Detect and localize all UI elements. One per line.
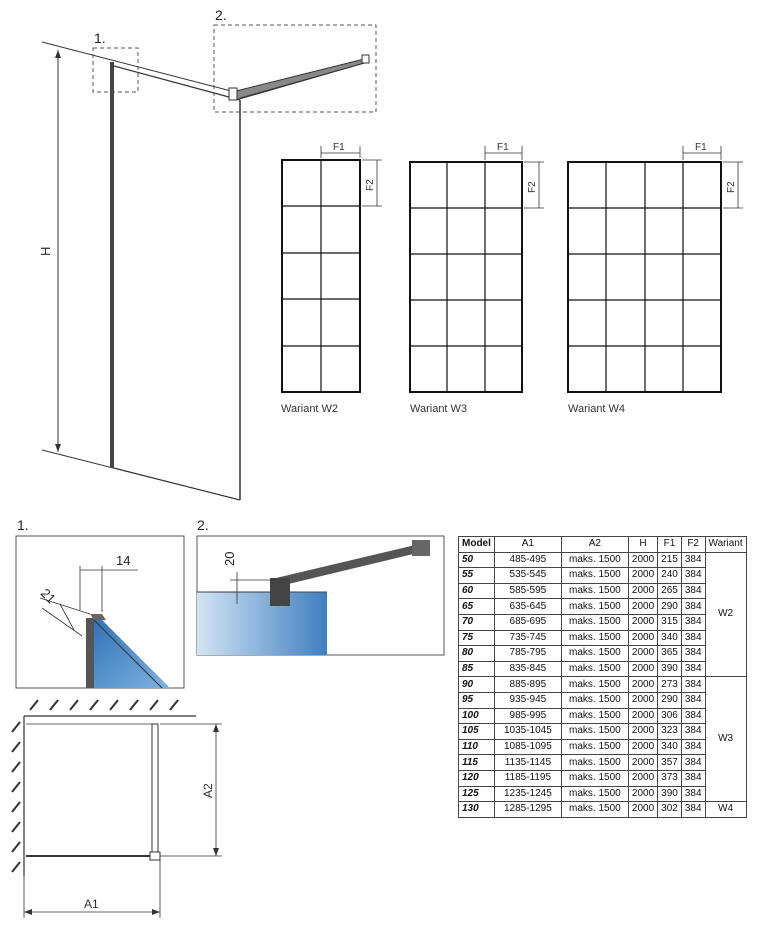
table-cell: 2000 [628,802,657,818]
header-h: H [628,537,657,553]
table-cell: 384 [681,614,705,630]
table-row [459,661,747,677]
table-cell: 2000 [628,770,657,786]
table-cell: 384 [681,770,705,786]
detail-1-drawing [16,536,184,688]
variant-w3-label: Wariant W3 [410,403,468,415]
table-cell: 60 [459,583,495,599]
table-row [459,568,747,584]
table-cell: maks. 1500 [561,692,628,708]
table-row [459,614,747,630]
dim-F1-w4: F1 [695,142,707,153]
table-row [459,770,747,786]
table-cell: 585-595 [494,583,561,599]
table-cell: 1035-1045 [494,724,561,740]
callout-1-top: 1. [94,30,106,46]
dim-F2-w4: F2 [726,181,737,193]
dim-F1-w3: F1 [497,142,509,153]
table-cell: 2000 [628,599,657,615]
table-cell: 315 [658,614,682,630]
table-cell: 384 [681,599,705,615]
table-cell: 306 [658,708,682,724]
table-cell: 384 [681,661,705,677]
table-cell: 635-645 [494,599,561,615]
table-cell: 384 [681,552,705,568]
table-cell: 357 [658,755,682,771]
table-cell: 390 [658,786,682,802]
table-cell: 302 [658,802,682,818]
table-row [459,552,747,568]
table-cell: maks. 1500 [561,552,628,568]
table-cell: 2000 [628,630,657,646]
table-cell: 785-795 [494,646,561,662]
table-row [459,739,747,755]
table-cell: 2000 [628,583,657,599]
table-cell: 100 [459,708,495,724]
header-wariant: Wariant [705,537,746,553]
top-view-drawing [12,700,222,918]
table-cell: maks. 1500 [561,802,628,818]
table-cell: 323 [658,724,682,740]
table-cell: 685-695 [494,614,561,630]
spec-table [458,536,747,818]
table-cell: 70 [459,614,495,630]
variant-w4-label: Wariant W4 [568,403,626,415]
table-cell: maks. 1500 [561,630,628,646]
table-row [459,630,747,646]
dim-H-label: H [38,246,53,256]
table-cell: 120 [459,770,495,786]
table-row [459,708,747,724]
table-cell: 90 [459,677,495,693]
table-cell: 2000 [628,614,657,630]
table-row [459,646,747,662]
table-cell: 75 [459,630,495,646]
table-cell: 340 [658,739,682,755]
table-cell: 373 [658,770,682,786]
table-cell: maks. 1500 [561,786,628,802]
table-row [459,802,747,818]
table-cell: 290 [658,692,682,708]
variant-group-cell: W4 [705,802,746,818]
table-row [459,583,747,599]
table-cell: maks. 1500 [561,755,628,771]
table-cell: maks. 1500 [561,568,628,584]
table-cell: maks. 1500 [561,661,628,677]
header-model: Model [459,537,495,553]
table-cell: 55 [459,568,495,584]
table-cell: 384 [681,583,705,599]
callout-1-detail: 1. [17,517,29,533]
callout-2-detail: 2. [197,517,209,533]
table-cell: 384 [681,739,705,755]
table-cell: 384 [681,708,705,724]
table-cell: 384 [681,646,705,662]
table-cell: 95 [459,692,495,708]
table-cell: 105 [459,724,495,740]
table-cell: 1085-1095 [494,739,561,755]
table-row [459,599,747,615]
header-f1: F1 [658,537,682,553]
dim-21-label: 21 [37,585,59,607]
table-cell: 2000 [628,739,657,755]
table-cell: 2000 [628,646,657,662]
table-cell: 885-895 [494,677,561,693]
table-row [459,786,747,802]
table-cell: 110 [459,739,495,755]
table-cell: 384 [681,802,705,818]
variant-group-cell: W3 [705,677,746,802]
table-cell: 115 [459,755,495,771]
table-cell: 125 [459,786,495,802]
table-cell: maks. 1500 [561,677,628,693]
table-cell: 2000 [628,552,657,568]
variant-w3-grid [410,146,544,392]
table-cell: maks. 1500 [561,739,628,755]
table-cell: 935-945 [494,692,561,708]
table-cell: 265 [658,583,682,599]
header-a1: A1 [494,537,561,553]
table-cell: 1285-1295 [494,802,561,818]
table-cell: 50 [459,552,495,568]
dim-20-label: 20 [222,551,237,566]
table-cell: maks. 1500 [561,614,628,630]
table-cell: 65 [459,599,495,615]
dim-F2-w3: F2 [527,181,538,193]
table-row [459,692,747,708]
table-cell: 384 [681,755,705,771]
table-cell: 384 [681,786,705,802]
table-cell: maks. 1500 [561,583,628,599]
table-cell: 985-995 [494,708,561,724]
table-cell: 384 [681,692,705,708]
table-cell: maks. 1500 [561,708,628,724]
table-cell: 215 [658,552,682,568]
table-cell: maks. 1500 [561,770,628,786]
table-cell: 2000 [628,708,657,724]
table-cell: 240 [658,568,682,584]
table-cell: 2000 [628,755,657,771]
variant-w4-grid [568,146,743,392]
table-cell: 1235-1245 [494,786,561,802]
dim-A1-label: A1 [84,897,99,911]
table-cell: maks. 1500 [561,599,628,615]
header-a2: A2 [561,537,628,553]
table-cell: 1135-1145 [494,755,561,771]
dim-14-label: 14 [116,553,131,568]
dim-F1-w2: F1 [333,142,345,153]
variant-group-cell: W2 [705,552,746,677]
table-cell: 85 [459,661,495,677]
dim-F2-w2: F2 [365,179,376,191]
table-cell: maks. 1500 [561,724,628,740]
callout-2-top: 2. [215,7,227,23]
table-cell: 485-495 [494,552,561,568]
table-cell: 1185-1195 [494,770,561,786]
table-cell: 2000 [628,786,657,802]
table-cell: 2000 [628,724,657,740]
table-cell: 273 [658,677,682,693]
header-f2: F2 [681,537,705,553]
table-cell: 290 [658,599,682,615]
table-cell: 735-745 [494,630,561,646]
table-cell: 2000 [628,692,657,708]
table-cell: maks. 1500 [561,646,628,662]
table-cell: 384 [681,677,705,693]
dim-A2-label: A2 [201,783,215,798]
table-cell: 384 [681,724,705,740]
table-cell: 535-545 [494,568,561,584]
table-cell: 384 [681,568,705,584]
table-row [459,724,747,740]
table-cell: 340 [658,630,682,646]
table-row [459,755,747,771]
table-cell: 835-845 [494,661,561,677]
variant-w2-label: Wariant W2 [281,403,339,415]
table-cell: 2000 [628,568,657,584]
table-cell: 2000 [628,661,657,677]
table-cell: 365 [658,646,682,662]
table-cell: 390 [658,661,682,677]
table-cell: 2000 [628,677,657,693]
table-cell: 130 [459,802,495,818]
table-cell: 384 [681,630,705,646]
table-cell: 80 [459,646,495,662]
table-row [459,677,747,693]
